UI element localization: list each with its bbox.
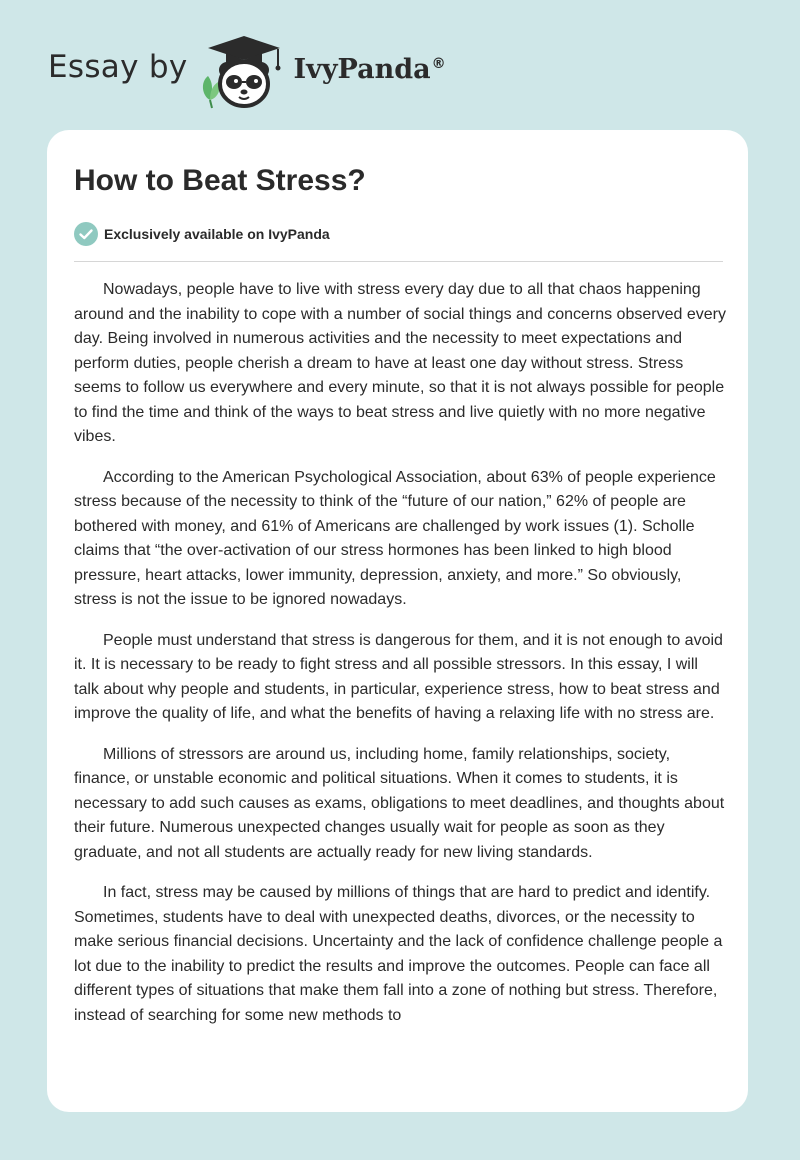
- exclusive-badge-text: Exclusively available on IvyPanda: [104, 226, 330, 242]
- essay-paragraph: Millions of stressors are around us, including home, family relationships, society, finance, or unstable economic and political situations. When it comes to students, it is necessary to add such causes as exams, obligations to meet deadlines, and thoughts about their future. Numerous unexpected changes usually wait for people as soon as they graduate, and not all students are actually ready for new living standards.: [74, 745, 725, 861]
- exclusive-badge: [74, 222, 330, 246]
- essay-paragraph: According to the American Psychological Association, about 63% of people experience stress because of the necessity to think of the “future of our nation,” 62% of people are bothered with money, and 61% of Americans are challenged by work issues (1). Scholle claims that “the over-activation of our stress hormones has been linked to high blood pressure, heart attacks, lower immunity, depression, anxiety, and more.” So obviously, stress is not the issue to be ignored nowadays.: [74, 468, 716, 608]
- check-circle-icon: [74, 222, 98, 246]
- brand-name-text: IvyPanda: [293, 53, 431, 85]
- panda-graduate-logo-icon[interactable]: [198, 30, 290, 110]
- page-title: How to Beat Stress?: [74, 164, 366, 197]
- title-divider: [74, 261, 723, 262]
- registered-mark: ®: [431, 55, 446, 72]
- brand-name[interactable]: [294, 54, 446, 85]
- essay-paragraph: People must understand that stress is dangerous for them, and it is not enough to avoid it. It is necessary to be ready to fight stress and all possible stressors. In this essay, I will talk about why people and students, in particular, experience stress, how to beat stress and improve the quality of life, and what the benefits of having a relaxing life with no stress are.: [74, 631, 723, 722]
- essay-by-label: Essay by: [48, 49, 188, 85]
- essay-paragraph: In fact, stress may be caused by millions of things that are hard to predict and identify. Sometimes, students have to deal with unexpected deaths, divorces, or the necessity to make serious financial decisions. Uncertainty and the lack of confidence challenge people a lot due to the inability to predict the results and improve the outcomes. People can face all different types of situations that make them fall into a zone of nothing but stress. Therefore, instead of searching for some new methods to: [74, 884, 723, 1024]
- essay-paragraph: Nowadays, people have to live with stress every day due to all that chaos happening around and the inability to cope with a number of social things and concerns observed every day. Being involved in numerous activities and the necessity to meet expectations and perform duties, people cherish a dream to have at least one day without stress. Stress seems to follow us everywhere and every minute, so that it is not always possible for people to find the time and think of the ways to beat stress and live quietly with no more negative vibes.: [74, 281, 726, 445]
- essay-body: [74, 278, 726, 1044]
- site-header: [48, 30, 446, 110]
- essay-card: [47, 130, 748, 1112]
